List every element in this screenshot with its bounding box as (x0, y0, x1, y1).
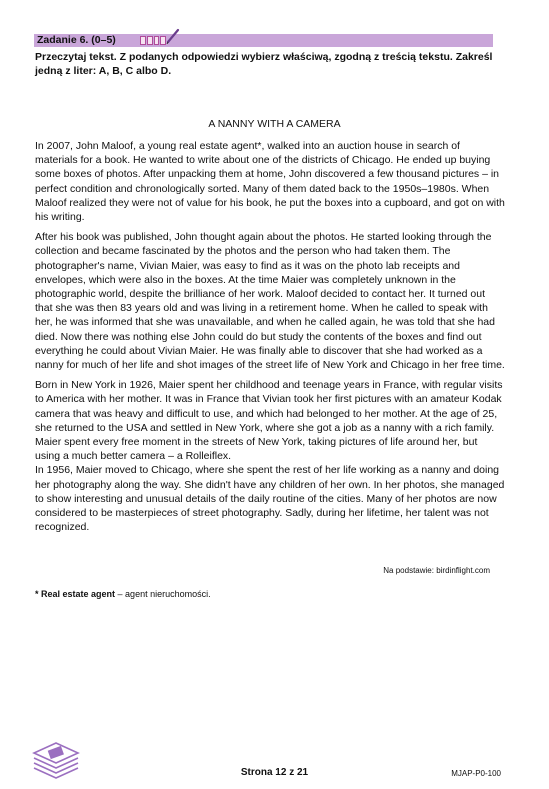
paragraph: In 2007, John Maloof, a young real estate agent*, walked into an auction house in search of materials for a book. He wanted to write about one of the districts of Chicago. He ended up buying some boxes of photos. After unpacking them at home, John discovered a few thousand pictures – in perfect condition and chronologically sorted. Many of them dated back to the 1950s–1980s. When Maloof realized they were not of value for his book, he put the boxes into a cupboard, and got on with his writing. (35, 140, 505, 224)
paragraph: In 1956, Maier moved to Chicago, where she spent the rest of her life working as a nanny and doing her photography along the way. She didn't have any children of her own. In her photos, she managed to show interesting and unusual details of the daily routine of the cities. Many of her photos are now considered to be masterpieces of street photography. Sadly, during her lifetime, her talent was not recognized. (35, 464, 505, 534)
score-box (140, 36, 146, 45)
paragraph: After his book was published, John thought again about the photos. He started looking through the collection and became fascinated by the photos and the person who had taken them. The photographer's name, Vivian Maier, was easy to find as it was on the photo lab receipts and envelopes, which were also in the boxes. At the time Maier was completely unknown in the photographic world, despite the brilliance of her work. Maloof decided to contact her. It turned out that she was then 83 years old and was living in a retirement home. When he called to speak with her, he was informed that she was unavailable, and when he called again, he was told that she had died. Now there was nothing else John could do but study the contents of the boxes and find out everything he could about Vivian Maier. He was finally able to discover that she had worked as a nanny for much of her life and shot images of the street life of New York and Chicago in her free time. (35, 231, 505, 372)
exam-code: MJAP-P0-100 (451, 769, 501, 778)
article-title: A NANNY WITH A CAMERA (208, 118, 341, 130)
footnote (35, 589, 211, 600)
page-number: Strona 12 z 21 (240, 767, 309, 778)
footnote-term: * Real estate agent (35, 589, 116, 599)
paragraph: Born in New York in 1926, Maier spent her childhood and teenage years in France, with regular visits to America with her mother. It was in France that Vivian took her first pictures with an amateur Kodak camera that was heavy and difficult to use, and which had belonged to her mother. At the age of 25, she returned to the USA and settled in New York, where she got a job as a nanny with a rich family. Maier spent every free moment in the streets of New York, taking pictures of life around her, but using a much better camera – a Rolleiflex. (35, 379, 503, 463)
footnote-definition: – agent nieruchomości. (115, 589, 211, 599)
task-title: Zadanie 6. (0–5) (37, 34, 116, 46)
article-body (35, 139, 505, 540)
score-box (154, 36, 160, 45)
score-boxes (140, 36, 166, 45)
source-note: Na podstawie: birdinflight.com (383, 566, 490, 575)
task-instruction: Przeczytaj tekst. Z podanych odpowiedzi wybierz właściwą, zgodną z treścią tekstu. Zakreśl jedną z liter: A, B, C albo D. (35, 51, 493, 77)
pencil-icon (166, 28, 180, 44)
score-box (147, 36, 153, 45)
